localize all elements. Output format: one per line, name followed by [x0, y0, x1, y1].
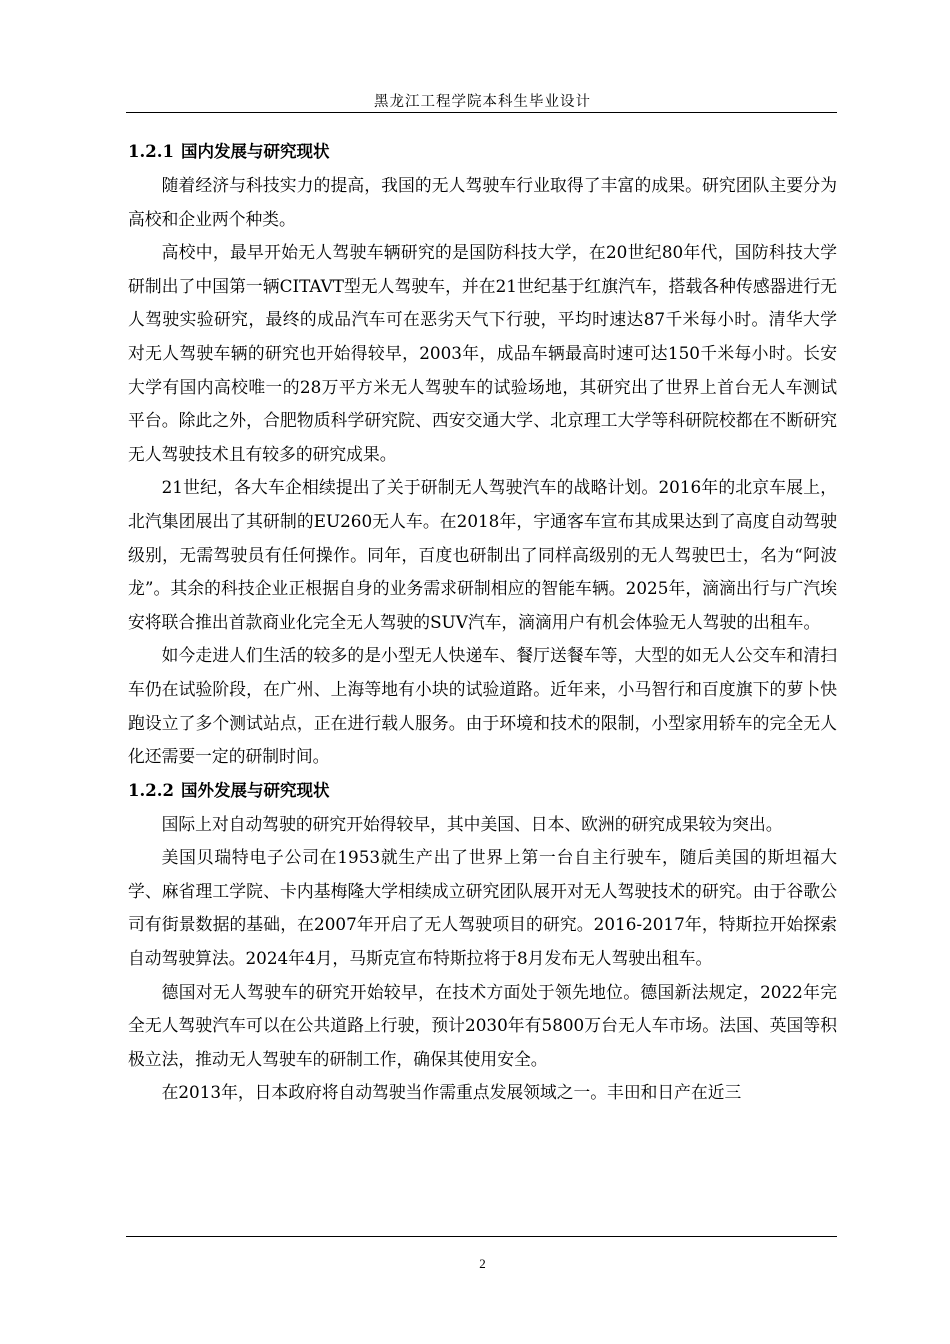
paragraph: 高校中，最早开始无人驾驶车辆研究的是国防科技大学，在20世纪80年代，国防科技大学研制出了中国第一辆CITAVT型无人驾驶车，并在21世纪基于红旗汽车，搭载各种传感器进行无人驾驶实验研究，最终的成品汽车可在恶劣天气下行驶，平均时速达87千米每小时。清华大学对无人驾驶车辆的研究也开始得较早，2003年，成品车辆最高时速可达150千米每小时。长安大学有国内高校唯一的28万平方米无人驾驶车的试验场地，其研究出了世界上首台无人车测试平台。除此之外，合肥物质科学研究院、西安交通大学、北京理工大学等科研院校都在不断研究无人驾驶技术且有较多的研究成果。 — [128, 242, 837, 464]
section-number: 1.2.2 — [128, 780, 174, 800]
page-number: 2 — [479, 1256, 486, 1271]
paragraph: 国际上对自动驾驶的研究开始得较早，其中美国、日本、欧洲的研究成果较为突出。 — [161, 813, 783, 834]
paragraph: 德国对无人驾驶车的研究开始较早，在技术方面处于领先地位。德国新法规定，2022年完全无人驾驶汽车可以在公共道路上行驶，预计2030年有5800万台无人车市场。法国、英国等积极立法，推动无人驾驶车的研制工作，确保其使用安全。 — [128, 981, 837, 1069]
header-divider — [126, 112, 837, 113]
footer-divider — [126, 1236, 837, 1237]
paragraph: 在2013年，日本政府将自动驾驶当作需重点发展领域之一。丰田和日产在近三 — [161, 1082, 742, 1103]
section-number: 1.2.1 — [128, 142, 174, 161]
paragraph: 21世纪，各大车企相续提出了关于研制无人驾驶汽车的战略计划。2016年的北京车展上，北汽集团展出了其研制的EU260无人车。在2018年，宇通客车宣布其成果达到了高度自动驾驶级别，无需驾驶员有任何操作。同年，百度也研制出了同样高级别的无人驾驶巴士，名为“阿波龙”。其余的科技企业正根据自身的业务需求研制相应的智能车辆。2025年，滴滴出行与广汽埃安将联合推出首款商业化完全无人驾驶的SUV汽车，滴滴用户有机会体验无人驾驶的出租车。 — [128, 477, 837, 632]
section-title: 国外发展与研究现状 — [180, 780, 330, 800]
section-heading-1-2-2 — [128, 774, 837, 808]
page-header-title: 黑龙江工程学院本科生毕业设计 — [374, 94, 591, 110]
paragraph: 如今走进人们生活的较多的是小型无人快递车、餐厅送餐车等，大型的如无人公交车和清扫车仍在试验阶段，在广州、上海等地有小块的试验道路。近年来，小马智行和百度旗下的萝卜快跑设立了多个测试站点，正在进行载人服务。由于环境和技术的限制，小型家用轿车的完全无人化还需要一定的研制时间。 — [128, 645, 837, 767]
section-heading-1-2-1 — [128, 135, 837, 169]
paragraph: 美国贝瑞特电子公司在1953就生产出了世界上第一台自主行驶车，随后美国的斯坦福大学、麻省理工学院、卡内基梅隆大学相续成立研究团队展开对无人驾驶技术的研究。由于谷歌公司有街景数据的基础，在2007年开启了无人驾驶项目的研究。2016-2017年，特斯拉开始探索自动驾驶算法。2024年4月，马斯克宣布特斯拉将于8月发布无人驾驶出租车。 — [128, 847, 837, 969]
paragraph: 随着经济与科技实力的提高，我国的无人驾驶车行业取得了丰富的成果。研究团队主要分为高校和企业两个种类。 — [128, 175, 837, 229]
page-body — [128, 135, 837, 1110]
section-title: 国内发展与研究现状 — [180, 142, 330, 161]
